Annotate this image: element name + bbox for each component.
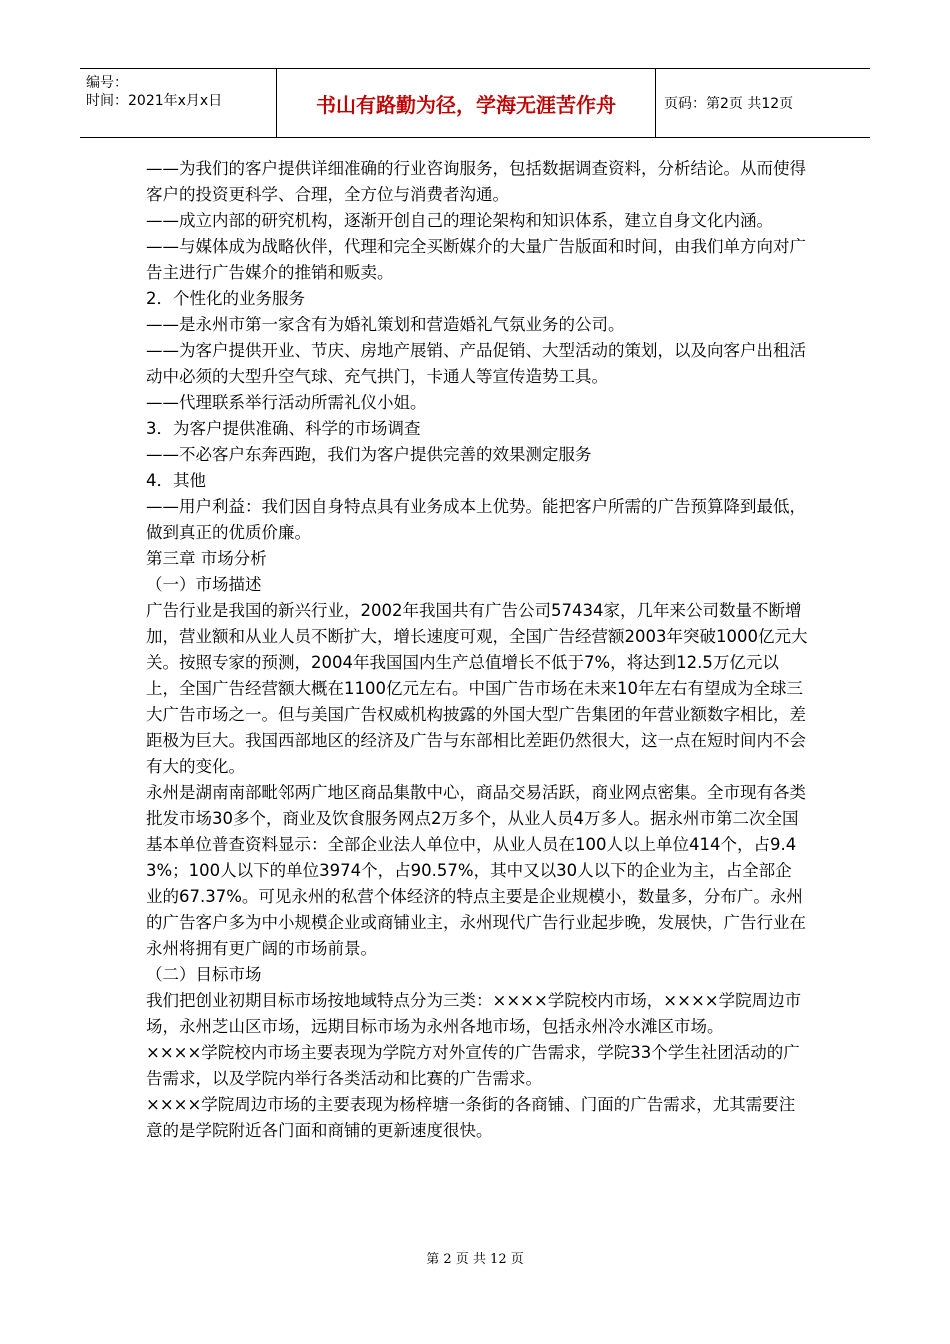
document-code-label: 编号： bbox=[86, 75, 128, 91]
section-heading: 2．个性化的业务服务 bbox=[146, 289, 305, 308]
paragraph: 广告行业是我国的新兴行业，2002年我国共有广告公司57434家，几年来公司数量不断增加，营业额和从业人员不断扩大，增长速度可观，全国广告经营额2003年突破1000亿元大关。按照专家的预测，2004年我国国内生产总值增长不低于7%，将达到12.5万亿元以上，全国广告经营额大概在1100亿元左右。中国广告市场在未来10年左右有望成为全球三大广告市场之一。但与美国广告权威机构披露的外国大型广告集团的年营业额数字相比，差距极为巨大。我国西部地区的经济及广告与东部相比差距仍然很大，这一点在短时间内不会有大的变化。 bbox=[146, 601, 808, 776]
paragraph: ——与媒体成为战略伙伴，代理和完全买断媒介的大量广告版面和时间，由我们单方向对广告主进行广告媒介的推销和贩卖。 bbox=[146, 237, 806, 282]
paragraph: ××××学院周边市场的主要表现为杨梓塘一条街的各商铺、门面的广告需求，尤其需要注意的是学院附近各门面和商铺的更新速度很快。 bbox=[146, 1095, 796, 1140]
paragraph: ——为客户提供开业、节庆、房地产展销、产品促销、大型活动的策划，以及向客户出租活动中必须的大型升空气球、充气拱门，卡通人等宣传造势工具。 bbox=[146, 341, 806, 386]
paragraph: ——成立内部的研究机构，逐渐开创自己的理论架构和知识体系，建立自身文化内涵。 bbox=[146, 211, 773, 230]
header-page-info: 页码：第2页 共12页 bbox=[664, 96, 794, 112]
paragraph: ——是永州市第一家含有为婚礼策划和营造婚礼气氛业务的公司。 bbox=[146, 315, 625, 334]
paragraph: ——用户利益：我们因自身特点具有业务成本上优势。能把客户所需的广告预算降到最低，做到真正的优质价廉。 bbox=[146, 497, 806, 542]
paragraph: ——不必客户东奔西跑，我们为客户提供完善的效果测定服务 bbox=[146, 445, 592, 464]
paragraph: ——为我们的客户提供详细准确的行业咨询服务，包括数据调查资料，分析结论。从而使得客户的投资更科学、合理，全方位与消费者沟通。 bbox=[146, 159, 806, 204]
header-left-cell bbox=[80, 69, 277, 137]
page-footer: 第 2 页 共 12 页 bbox=[426, 1252, 524, 1267]
paragraph: 我们把创业初期目标市场按地域特点分为三类：××××学院校内市场，××××学院周边市场，永州芝山区市场，远期目标市场为永州各地市场，包括永州冷水滩区市场。 bbox=[146, 991, 802, 1036]
document-body bbox=[146, 156, 808, 1144]
section-heading: 4．其他 bbox=[146, 471, 206, 490]
document-date-label: 时间：2021年x月x日 bbox=[86, 93, 223, 109]
paragraph: ——代理联系举行活动所需礼仪小姐。 bbox=[146, 393, 427, 412]
paragraph: ××××学院校内市场主要表现为学院方对外宣传的广告需求，学院33个学生社团活动的广告需求，以及学院内举行各类活动和比赛的广告需求。 bbox=[146, 1043, 800, 1088]
section-heading: （二）目标市场 bbox=[146, 965, 262, 984]
section-heading: 3．为客户提供准确、科学的市场调查 bbox=[146, 419, 421, 438]
section-heading: （一）市场描述 bbox=[146, 575, 262, 594]
header-motto: 书山有路勤为径，学海无涯苦作舟 bbox=[277, 69, 656, 137]
chapter-heading: 第三章 市场分析 bbox=[146, 549, 267, 568]
paragraph: 永州是湖南南部毗邻两广地区商品集散中心，商品交易活跃，商业网点密集。全市现有各类批发市场30多个，商业及饮食服务网点2万多个，从业人员4万多人。据永州市第二次全国基本单位普查资料显示：全部企业法人单位中，从业人员在100人以上单位414个，占9.43%；100人以下的单位3974个，占90.57%，其中又以30人以下的企业为主，占全部企业的67.37%。可见永州的私营个体经济的特点主要是企业规模小，数量多，分布广。永州的广告客户多为中小规模企业或商铺业主，永州现代广告行业起步晚，发展快，广告行业在永州将拥有更广阔的市场前景。 bbox=[146, 783, 806, 958]
page-header bbox=[80, 68, 870, 138]
